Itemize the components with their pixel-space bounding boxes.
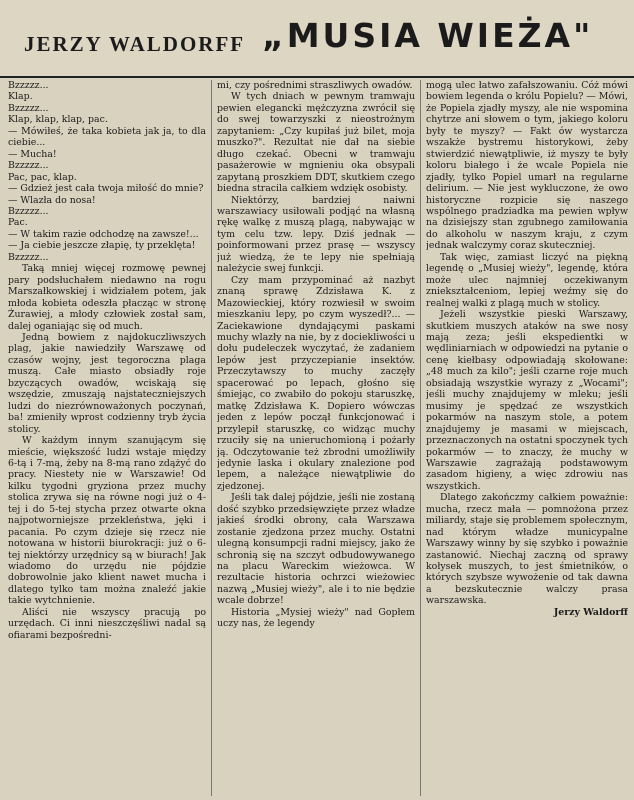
paragraph: — Mówiłeś, że taka kobieta jak ja, to dla ciebie... (8, 125, 206, 149)
paragraph: Bzzzzz... (8, 205, 49, 217)
paragraph: mogą ulec łatwo zafałszowaniu. Cóż mówi bowiem legenda o królu Popielu? — Mówi, że Popiela zjadły myszy, ale nie wspomina chytrze ani słowem o tym, jakiego koloru były te myszy? — Fakt ów wystarcza wszakże bystremu historykowi, żeby stwierdzić niewątpliwie, iż myszy te były koloru białego i że wcale Popiela nie zjadły, tylko Popiel umarł na regularne delirium. — Nie jest wykluczone, że owo historyczne rozpicie się naszego wspólnego pradziadka ma pewien wpływ na dzisiejszy stan zgubnego zamiłowania do alkoholu w naszym kraju, z czym jednak walczymy coraz skuteczniej. (426, 80, 628, 252)
paragraph: — Ja ciebie jeszcze złapię, ty przeklęta! (8, 240, 196, 252)
paragraph: Jeśli tak dalej pójdzie, jeśli nie zostaną dość szybko przedsięwzięte przez władze jakieś środki obrony, cała Warszawa zostanie zjedzona przez muchy. Ostatni ulegną konsumpcji radni miejscy, jako że schronią się na szczyt odbudowywanego na placu Wareckim wieżowca. W rezultacie historia ochrzci wieżowiec nazwą „Musiej wieży", ale i to nie będzie wcale dobrze! (217, 492, 415, 607)
column-divider (211, 80, 212, 796)
author-byline: JERZY WALDORFF (24, 32, 246, 56)
paragraph: Jeżeli wszystkie pieski Warszawy, skutkiem muszych ataków na swe nosy mają zeza; jeśli ekspedientki w wędliniarniach w odpowiedzi na pytanie o cenę kiełbasy odpowiadają skołowane: „48 much za kilo"; jeśli czarne roje much obsiadają wszystkie wyrazy z „Wocami"; jeśli muchy znajdujemy w mleku; jeśli musimy je spędzać ze wszystkich pokarmów na naszym stole, a potem znajdujemy je masami w miejscach, przeznaczonych na ostatni spoczynek tych pokarmów — to znaczy, że muchy w Warszawie zagrażają podstawowym zasadom higieny, a więc zdrowiu nas wszystkich. (426, 309, 628, 492)
column-divider (420, 80, 421, 796)
paragraph: Klap. (8, 91, 33, 103)
paragraph: W tych dniach w pewnym tramwaju pewien elegancki mężczyzna zwrócił się do swej towarzyszki z nieostrożnym zapytaniem: „Czy kupiłaś już bilet, moja muszko?". Rezultat nie dał na siebie długo czekać. Obecni w tramwaju pasażerowie w mgnieniu oka obsypali zapytaną proszkiem DDT, skutkiem czego biedna stracila całkiem wdzięk osobisty. (217, 91, 415, 195)
paragraph: Pac, pac, klap. (8, 171, 77, 183)
paragraph: Aliści nie wszyscy pracują po urzędach. Ci inni nieszczęśliwi nadal są ofiarami bezpośredni- (8, 606, 206, 641)
paragraph: Tak więc, zamiast liczyć na piękną legendę o „Musiej wieży", legendę, która może ulec najmniej oczekiwanym zniekształceniom, lepiej weźmy się do realnej walki z plagą much w stolicy. (426, 251, 628, 309)
paragraph: mi, czy pośrednimi straszliwych owadów. (217, 80, 413, 91)
paragraph: — Wlazła do nosa! (8, 194, 96, 206)
paragraph: Jedną bowiem z najdokuczliwszych plag, jakie nawiedziły Warszawę od czasów wojny, jest tegoroczna plaga muszą. Całe miasto obsiadły roje bzyczących owadów, wciskają się wszędzie, zmuszają najstateczniejszych ludzi do niezrównoważonych poczynań, ba! zmieniły wprost codzienny tryb życia stolicy. (8, 331, 206, 435)
paragraph: Dlatego zakończmy całkiem poważnie: mucha, rzecz mała — pomnożona przez miliardy, staje się problemem społecznym, nad którym władze municypalne Warszawy winny by się szybko i poważnie zastanowić. Niechaj zaczną od sprawy kołysek muszych, to jest śmietników, o których szybsze wywożenie od tak dawna a bezskutecznie walczy prasa warszawska. (426, 492, 628, 607)
paragraph: — Gdzież jest cała twoja miłość do mnie? (8, 183, 204, 195)
paragraph: W każdym innym szanującym się mieście, większość ludzi wstaje między 6-tą i 7-mą, żeby na 8-mą rano zdążyć do pracy. Niestety nie w Warszawie! Od kilku tygodni gryziona przez muchy stolica zrywa się na równe nogi już o 4-tej i do 5-tej stycha przez otwarte okna najpotworniejsze przekleństwa, jęki i pacania. Po czym dzieje się rzecz nie notowana w historii biurokracji: już o 6-tej niektórzy urzędnicy są w biurach! Jak wiadomo do urzędu nie pójdzie dobrowolnie jako klient nawet mucha i dlatego tylko tam można znaleźć jakie takie wytchnienie. (8, 435, 206, 607)
paragraph: Taką mniej więcej rozmowę pewnej pary podsłuchałem niedawno na rogu Marszałkowskiej i widziałem potem, jak młoda kobieta odeszła płacząc w stronę Żurawiej, a młody człowiek został sam, dalej oganiając się od much. (8, 263, 206, 332)
paragraph: Czy mam przypominać aż nazbyt znaną sprawę Zdzisława K. z Mazowieckiej, który rozwiesił w swoim mieszkaniu lepy, po czym wyszedł?... — Zaciekawione dyndającymi paskami muchy wlazły na nie, by z dociekliwości u dołu pudełeczek wyczytać, że zadaniem lepów jest przyczepianie insektów. Przeczytawszy to muchy zaczęły spacerować po lepach, głośno się śmiejąc, co zwabiło do pokoju staruszkę, matkę Zdzisława K. Dopiero wówczas jeden z lepów począł funkcjonować i przylepił staruszkę, co widząc muchy rzuciły się na unieruchomioną i pożarły ją. Odczytowanie też zbrodni umożliwiły jedynie laska i okulary znalezione pod lepem, a należące niewątpliwie do zjedzonej. (217, 274, 415, 492)
paragraph: Bzzzzz... (8, 251, 49, 263)
paragraph: Bzzzzz... (8, 102, 49, 114)
article-title: „MUSIA WIEŻA" (262, 16, 594, 55)
paragraph: Pac. (8, 217, 28, 229)
article-header (0, 0, 634, 78)
paragraph: — W takim razie odchodzę na zawsze!... (8, 228, 199, 240)
text-column-3 (426, 80, 628, 798)
text-column-2 (217, 80, 415, 798)
paragraph: Bzzzzz... (8, 80, 49, 91)
paragraph: Bzzzzz... (8, 160, 49, 172)
header-rule (0, 76, 634, 78)
text-column-1 (8, 80, 206, 798)
paragraph: — Mucha! (8, 148, 57, 160)
signature: Jerzy Waldorff (553, 606, 628, 618)
paragraph: Klap, klap, klap, pac. (8, 114, 108, 126)
paragraph: Historia „Mysiej wieży" nad Gopłem uczy nas, że legendy (217, 606, 415, 630)
paragraph: Niektórzy, bardziej naiwni warszawiacy usiłowali podjąć na własną rękę walkę z muszą plagą, nabywając w tym celu tzw. lepy. Dziś jednak — poinformowani przez prasę — wszyscy już wiedzą, że te lepy nie spełniają należycie swej funkcji. (217, 194, 415, 275)
